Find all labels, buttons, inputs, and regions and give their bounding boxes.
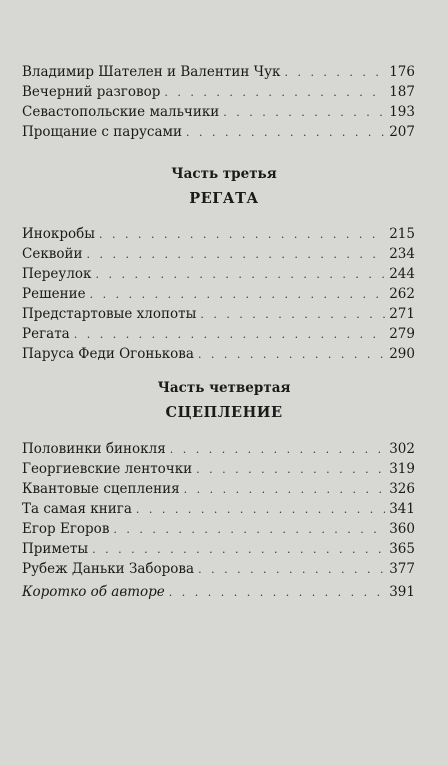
entry-title: Рубеж Даньки Заборова: [22, 561, 195, 577]
dot-leader: [186, 123, 385, 143]
dot-leader: [198, 345, 385, 365]
dot-leader: [284, 63, 385, 83]
dot-leader: [170, 440, 386, 460]
toc-group-part2-tail: [22, 62, 415, 142]
entry-title: Половинки бинокля: [22, 441, 166, 457]
toc-entry: [22, 324, 415, 344]
entry-page: 207: [389, 124, 415, 140]
entry-title: Та самая книга: [22, 501, 132, 517]
toc-entry: [22, 82, 415, 102]
entry-page: 290: [389, 346, 415, 362]
dot-leader: [95, 265, 385, 285]
entry-page: 193: [389, 104, 415, 120]
dot-leader: [92, 540, 385, 560]
entry-page: 360: [389, 521, 415, 537]
entry-page: 262: [389, 286, 415, 302]
part3-label: Часть третья: [171, 166, 277, 182]
entry-title: Георгиевские ленточки: [22, 461, 193, 477]
toc-entry: [22, 244, 415, 264]
toc-entry: [22, 539, 415, 559]
entry-title: Вечерний разговор: [22, 84, 161, 100]
toc-entry: [22, 264, 415, 284]
entry-page: 341: [389, 501, 415, 517]
toc-entry: [22, 559, 415, 579]
entry-page: 391: [389, 584, 415, 600]
toc-entry: [22, 122, 415, 142]
toc-entry: [22, 224, 415, 244]
entry-title: Переулок: [22, 266, 92, 282]
dot-leader: [200, 305, 385, 325]
entry-page: 377: [389, 561, 415, 577]
part4-title: СЦЕПЛЕНИЕ: [165, 404, 283, 421]
dot-leader: [164, 83, 385, 103]
entry-page: 302: [389, 441, 415, 457]
entry-page: 365: [389, 541, 415, 557]
toc-entry: [22, 344, 415, 364]
entry-page: 319: [389, 461, 415, 477]
entry-page: 215: [389, 226, 415, 242]
part4-label: Часть четвертая: [157, 380, 291, 396]
entry-page: 326: [389, 481, 415, 497]
dot-leader: [196, 460, 385, 480]
toc-entry: [22, 304, 415, 324]
entry-title: Владимир Шателен и Валентин Чук: [22, 64, 281, 80]
entry-title: Паруса Феди Огонькова: [22, 346, 194, 362]
dot-leader: [86, 245, 385, 265]
toc-entry-author: [22, 582, 415, 602]
entry-title: Коротко об авторе: [22, 584, 165, 600]
toc-entry: [22, 284, 415, 304]
entry-title: Прощание с парусами: [22, 124, 183, 140]
entry-page: 279: [389, 326, 415, 342]
toc-entry: [22, 519, 415, 539]
dot-leader: [136, 500, 385, 520]
dot-leader: [113, 520, 385, 540]
dot-leader: [184, 480, 386, 500]
dot-leader: [169, 583, 385, 603]
entry-page: 234: [389, 246, 415, 262]
entry-title: Секвойи: [22, 246, 83, 262]
toc-group-part4: [22, 439, 415, 602]
entry-title: Егор Егоров: [22, 521, 110, 537]
dot-leader: [90, 285, 386, 305]
entry-title: Решение: [22, 286, 86, 302]
dot-leader: [74, 325, 386, 345]
dot-leader: [223, 103, 385, 123]
toc-entry: [22, 102, 415, 122]
toc-entry: [22, 479, 415, 499]
toc-entry: [22, 439, 415, 459]
entry-title: Квантовые сцепления: [22, 481, 180, 497]
entry-title: Регата: [22, 326, 70, 342]
toc-entry: [22, 499, 415, 519]
entry-page: 187: [389, 84, 415, 100]
entry-page: 271: [389, 306, 415, 322]
entry-title: Инокробы: [22, 226, 95, 242]
dot-leader: [198, 560, 385, 580]
toc-entry: [22, 459, 415, 479]
toc-entry: [22, 62, 415, 82]
entry-title: Приметы: [22, 541, 89, 557]
dot-leader: [99, 225, 385, 245]
entry-title: Предстартовые хлопоты: [22, 306, 197, 322]
entry-page: 176: [389, 64, 415, 80]
entry-page: 244: [389, 266, 415, 282]
part3-title: РЕГАТА: [189, 190, 259, 207]
toc-group-part3: [22, 224, 415, 364]
entry-title: Севастопольские мальчики: [22, 104, 220, 120]
